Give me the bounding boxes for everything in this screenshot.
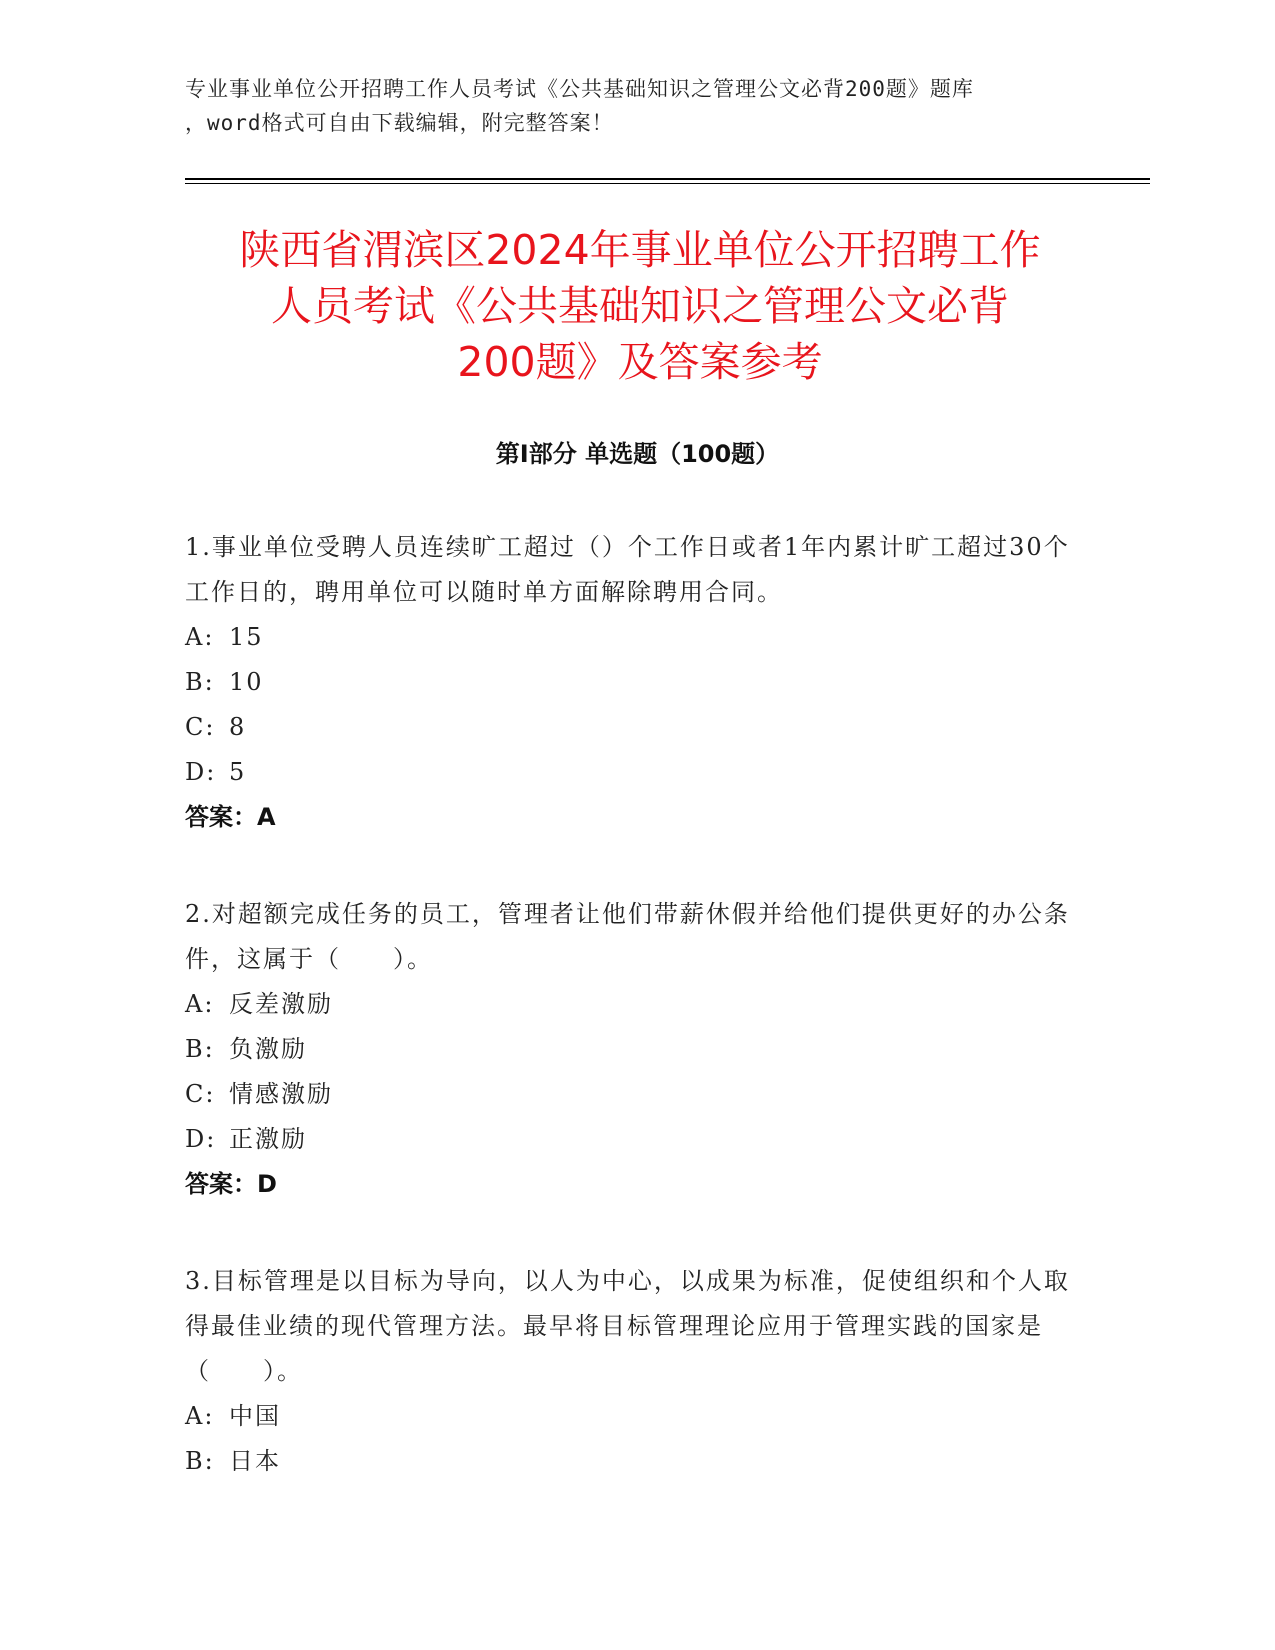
option-text: 正激励 [229,1125,307,1153]
option-letter: D: [185,1125,217,1153]
option-letter: B: [185,1447,215,1475]
option-b [185,1027,1085,1072]
option-letter: B: [185,1035,215,1063]
header-divider-thin [185,183,1150,184]
option-text: 反差激励 [229,990,333,1018]
option-text: 负激励 [229,1035,307,1063]
answer-line: 答案：A [185,803,276,831]
title-line-3: 200题》及答案参考 [457,338,823,386]
option-a [185,1394,1085,1439]
option-letter: C: [185,713,216,741]
question-text: 1.事业单位受聘人员连续旷工超过（）个工作日或者1年内累计旷工超过30个工作日的，聘用单位可以随时单方面解除聘用合同。 [185,533,1070,606]
option-b [185,1439,1085,1484]
option-c [185,705,1085,750]
question-text: 2.对超额完成任务的员工，管理者让他们带薪休假并给他们提供更好的办公条件，这属于（ ）。 [185,900,1070,973]
option-letter: A: [185,1402,215,1430]
option-text: 5 [229,758,247,786]
option-a [185,615,1085,660]
question-text: 3.目标管理是以目标为导向，以人为中心，以成果为标准，促使组织和个人取得最佳业绩的现代管理方法。最早将目标管理理论应用于管理实践的国家是（ ）。 [185,1267,1070,1385]
option-b [185,660,1085,705]
option-c [185,1072,1085,1117]
title-line-1: 陕西省渭滨区2024年事业单位公开招聘工作 [239,226,1041,274]
answer-line: 答案：D [185,1170,277,1198]
option-letter: A: [185,623,215,651]
option-letter: A: [185,990,215,1018]
section-heading: 第Ⅰ部分 单选题（100题） [495,440,780,468]
option-d [185,750,1085,795]
title-line-2: 人员考试《公共基础知识之管理公文必背 [271,282,1009,330]
option-text: 情感激励 [229,1080,333,1108]
option-text: 15 [229,623,264,651]
option-text: 8 [229,713,247,741]
document-header [185,72,1085,140]
question-1 [185,525,1085,840]
header-divider-thick [185,178,1150,180]
question-3 [185,1259,1085,1484]
header-line-2: ，word格式可自由下载编辑，附完整答案！ [185,111,614,135]
option-letter: B: [185,668,215,696]
option-d [185,1117,1085,1162]
question-2 [185,892,1085,1207]
option-text: 中国 [229,1402,281,1430]
option-a [185,982,1085,1027]
option-letter: D: [185,758,217,786]
option-letter: C: [185,1080,216,1108]
option-text: 10 [229,668,264,696]
document-title [160,222,1120,390]
question-list [185,525,1085,1536]
option-text: 日本 [229,1447,281,1475]
header-line-1: 专业事业单位公开招聘工作人员考试《公共基础知识之管理公文必背200题》题库 [185,77,974,101]
